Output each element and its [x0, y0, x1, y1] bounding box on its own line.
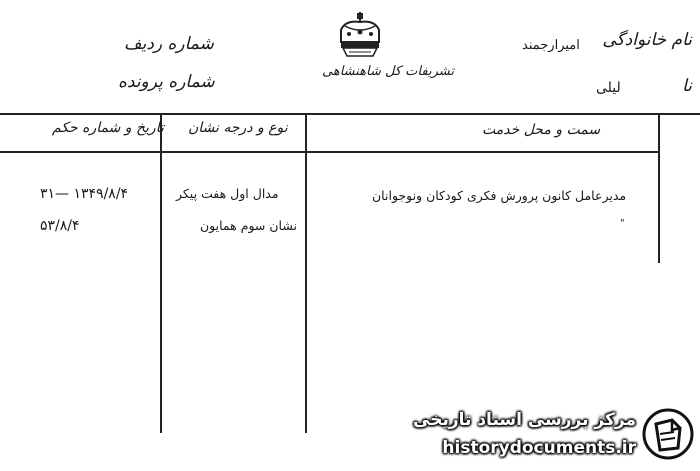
column-divider-2	[305, 113, 307, 433]
first-name-label: نا	[682, 76, 692, 96]
column-header-decree: تاریخ و شماره حکم	[52, 120, 164, 136]
imperial-crown-emblem-icon	[335, 12, 385, 60]
position-cell: مدیرعامل کانون پرورش فکری کودکان ونوجوانان	[372, 188, 627, 203]
decree-line-2: ۵۳/۸/۴	[40, 218, 80, 234]
medal-line-1: مدال اول هفت پیکر	[176, 186, 279, 201]
office-label: تشریفات کل شاهنشاهی	[322, 64, 454, 79]
column-header-position: سمت و محل خدمت	[482, 122, 601, 138]
column-divider-1	[160, 113, 162, 433]
family-name-value: امیرارجمند	[522, 38, 580, 53]
file-number-label: شماره پرونده	[118, 72, 215, 92]
watermark-title: مرکز بررسی اسناد تاریخی	[413, 410, 636, 430]
archive-watermark	[412, 404, 700, 466]
column-header-medal: نوع و درجه نشان	[188, 120, 288, 136]
watermark-url: historydocuments.ir	[442, 438, 636, 458]
row-number-label: شماره ردیف	[124, 34, 214, 54]
position-cell-mark: "	[620, 218, 625, 229]
first-name-value: لیلی	[596, 80, 621, 96]
medal-line-2: نشان سوم همایون	[200, 218, 297, 233]
table-header-rule	[0, 151, 660, 153]
table-top-rule	[0, 113, 700, 115]
right-margin-rule	[658, 113, 660, 263]
decree-line-1: ۱۳۴۹/۸/۴ —۳۱	[40, 186, 129, 202]
document-archive-logo-icon	[642, 408, 694, 460]
family-name-label: نام خانوادگی	[602, 30, 692, 50]
